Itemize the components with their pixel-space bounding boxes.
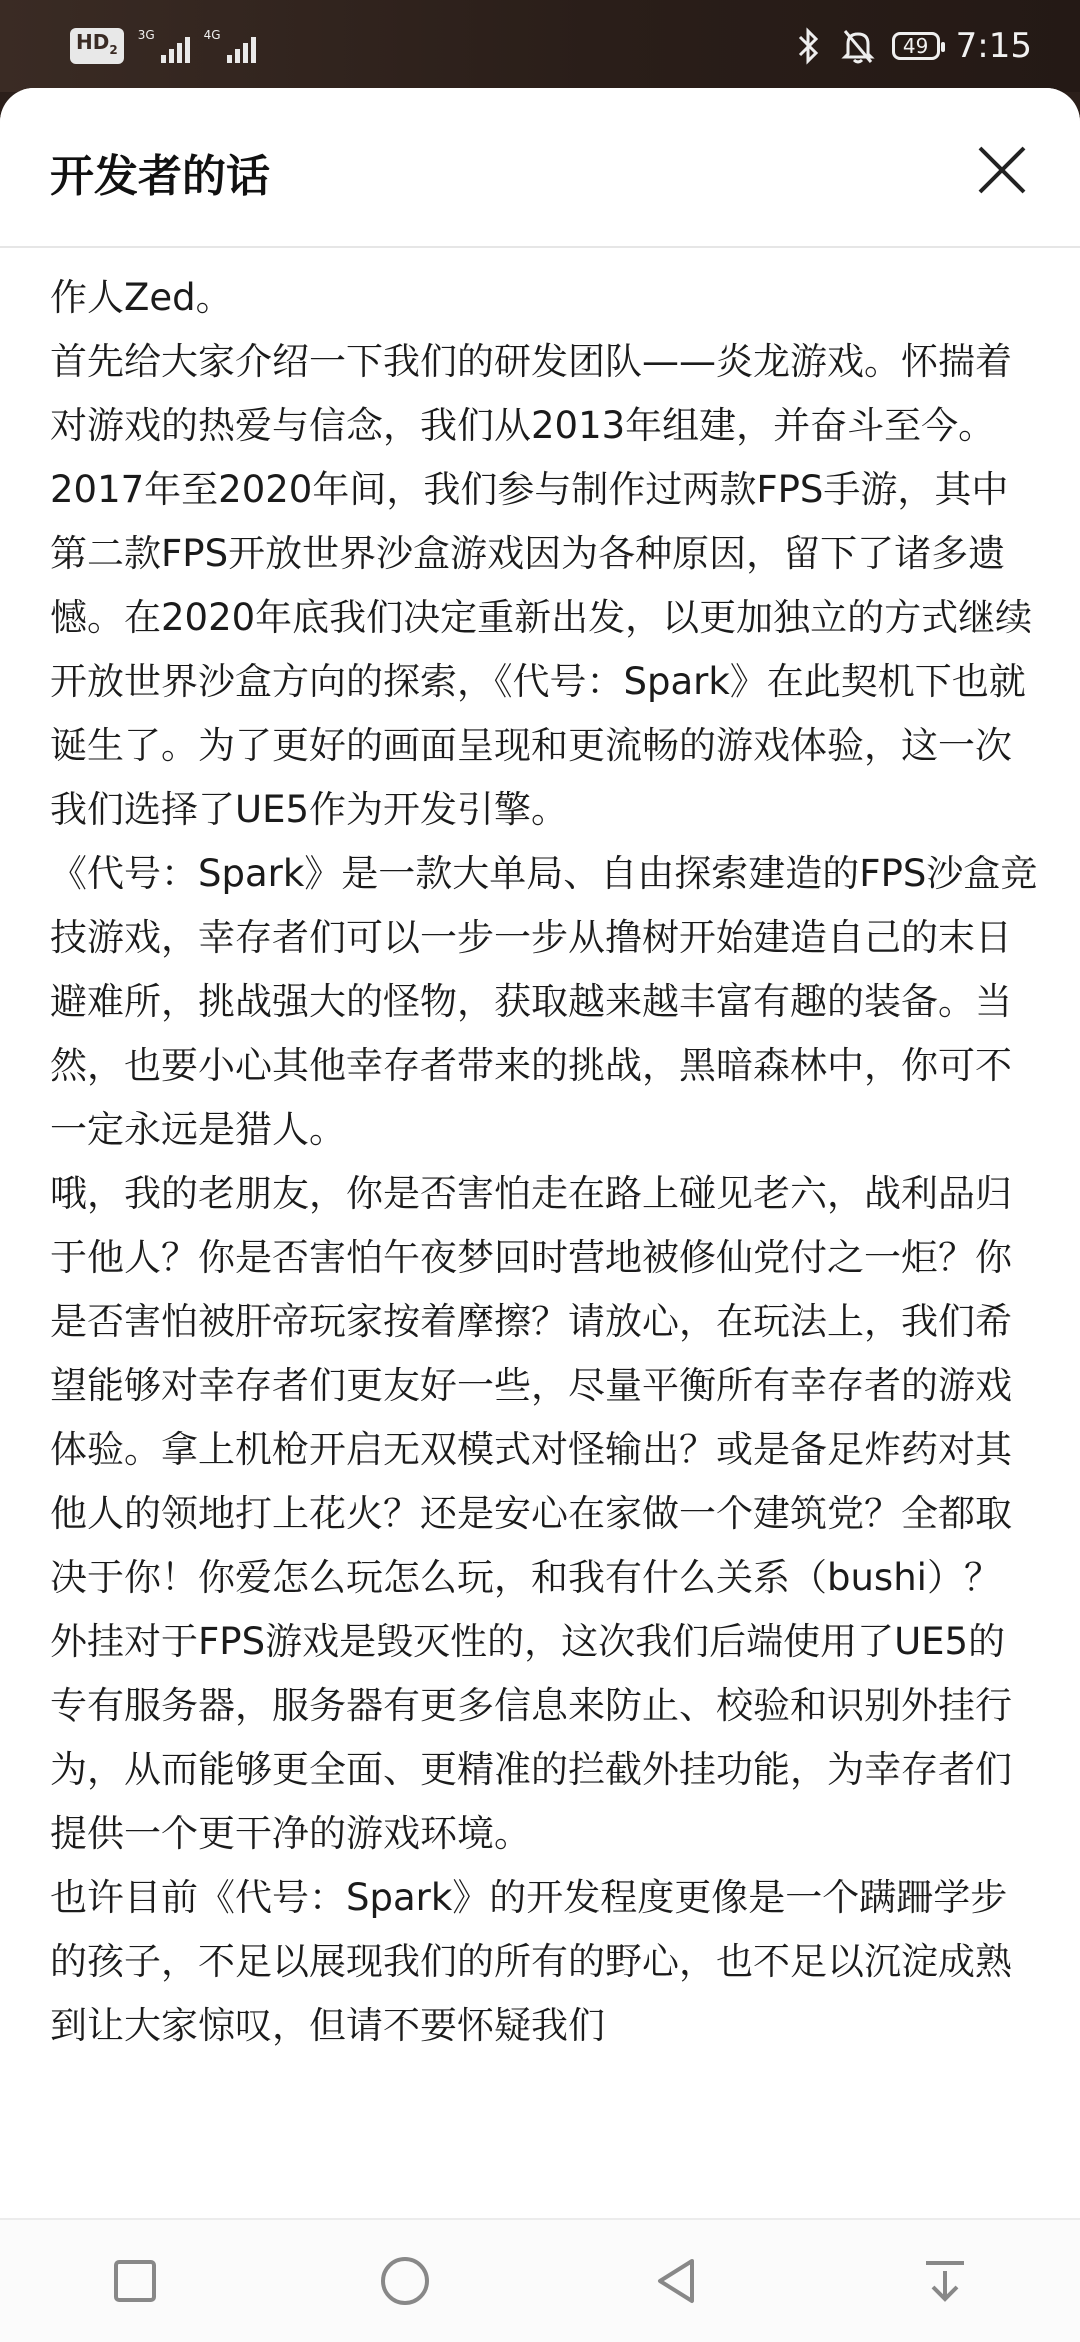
sheet-header (0, 88, 1080, 248)
paragraph: 外挂对于FPS游戏是毁灭性的，这次我们后端使用了UE5的专有服务器，服务器有更多信息来防止、校验和识别外挂行为，从而能够更全面、更精准的拦截外挂功能，为幸存者们提供一个更干净的游戏环境。 (50, 1620, 1012, 1855)
recents-square-icon[interactable] (95, 2241, 175, 2321)
status-left (70, 26, 256, 66)
clipped-text-line (50, 248, 1040, 266)
paragraph: 首先给大家介绍一下我们的研发团队——炎龙游戏。怀揣着对游戏的热爱与信念，我们从2013年组建，并奋斗至今。2017年至2020年间，我们参与制作过两款FPS手游，其中第二款FPS开放世界沙盒游戏因为各种原因，留下了诸多遗憾。在2020年底我们决定重新出发，以更加独立的方式继续开放世界沙盒方向的探索，《代号：Spark》在此契机下也就诞生了。为了更好的画面呈现和更流畅的游戏体验，这一次我们选择了UE5作为开发引擎。 (50, 340, 1033, 831)
bluetooth-icon (794, 26, 824, 66)
developer-notes-sheet (0, 88, 1080, 2340)
hd-voice-icon (70, 28, 124, 64)
paragraph: 也许目前《代号：Spark》的开发程度更像是一个蹒跚学步的孩子，不足以展现我们的所有的野心，也不足以沉淀成熟到让大家惊叹，但请不要怀疑我们 (50, 1876, 1012, 2047)
network-type-2: 4G (203, 28, 221, 42)
clock: 7:15 (955, 26, 1032, 66)
close-icon[interactable] (972, 140, 1032, 200)
system-navigation-bar (0, 2218, 1080, 2342)
mute-bell-icon (840, 26, 876, 66)
home-circle-icon[interactable] (365, 2241, 445, 2321)
signal-icon-1 (138, 29, 190, 63)
article-body[interactable] (50, 248, 1040, 2058)
status-bar (0, 0, 1080, 92)
status-right (794, 22, 1032, 70)
notification-pull-icon[interactable] (905, 2241, 985, 2321)
signal-icon-2 (204, 29, 256, 63)
battery-level: 49 (902, 34, 929, 58)
paragraph: 哦，我的老朋友，你是否害怕走在路上碰见老六，战利品归于他人？你是否害怕午夜梦回时营地被修仙党付之一炬？你是否害怕被肝帝玩家按着摩擦？请放心，在玩法上，我们希望能够对幸存者们更友好一些，尽量平衡所有幸存者的游戏体验。拿上机枪开启无双模式对怪输出？或是备足炸药对其他人的领地打上花火？还是安心在家做一个建筑党？全都取决于你！你爱怎么玩怎么玩，和我有什么关系（bushi）？ (50, 1172, 1012, 1599)
battery-icon (892, 32, 940, 60)
hd-sub-label: 2 (109, 43, 118, 57)
network-type-1: 3G (137, 28, 155, 42)
paragraph: 作人Zed。 (50, 276, 233, 319)
paragraph: 《代号：Spark》是一款大单局、自由探索建造的FPS沙盒竞技游戏，幸存者们可以一步一步从撸树开始建造自己的末日避难所，挑战强大的怪物，获取越来越丰富有趣的装备。当然，也要小心其他幸存者带来的挑战，黑暗森林中，你可不一定永远是猎人。 (50, 852, 1038, 1151)
back-triangle-icon[interactable] (635, 2241, 715, 2321)
sheet-title: 开发者的话 (50, 151, 270, 202)
hd-label: HD (76, 30, 110, 54)
